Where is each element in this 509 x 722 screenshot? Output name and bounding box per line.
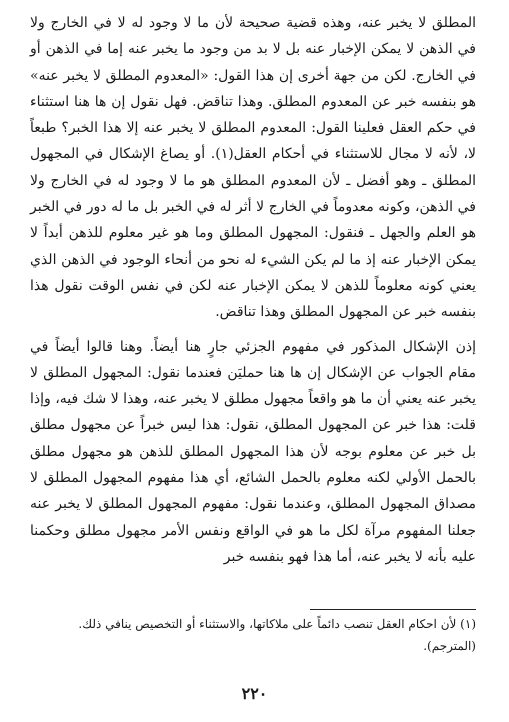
footnote-divider <box>310 609 476 610</box>
paragraph-1: المطلق لا يخبر عنه، وهذه قضية صحيحة لأن ما لا وجود له لا في الخارج ولا في الذهن لا يمكن الإخبار عنه بل لا بد من وجود ما يخبر عنه إما في الذهن أو في الخارج. لكن من جهة أخرى إن هذا القول: «المعدوم المطلق لا يخبر عنه» هو بنفسه خبر عن المعدوم المطلق. وهذا تناقض. فهل نقول إن ها هنا استثناء في حكم العقل فعلينا القول: المعدوم المطلق لا يخبر عنه إلا هذا الخبر؟ طبعاً لا، لأنه لا مجال للاستثناء في أحكام العقل(١). أو يصاغ الإشكال في المجهول المطلق ـ وهو أفضل ـ لأن المعدوم المطلق هو ما لا وجود له في الخارج ولا في الذهن، وكونه معدوماً في الخارج لا أثر له في الخبر بل ما له دور في الخبر هو العلم والجهل ـ فنقول: المجهول المطلق وما هو غير معلوم للذهن أبداً لا يمكن الإخبار عنه إذ ما لم يكن الشيء له نحو من أنحاء الوجود في الذهن الذي يعني كونه معلوماً للذهن لا يمكن الإخبار عنه لكن في نفس الوقت نقول هذا بنفسه خبر عن المجهول المطلق وهذا تناقض. <box>30 15 477 321</box>
main-text <box>30 10 476 570</box>
page-number: ٢٢٠ <box>241 684 268 703</box>
footnote <box>32 613 476 657</box>
footnote-line-2: (المترجم). <box>423 639 476 653</box>
paragraph-2: إذن الإشكال المذكور في مفهوم الجزئي جارٍ هنا أيضاً. وهنا قالوا أيضاً في مقام الجواب عن الإشكال إن ها هنا حمليَن فعندما نقول: المجهول المطلق لا يخبر عنه يعني أن ما هو واقعاً مجهول مطلق لا يخبر عنه، وهذا لا شك فيه، وإذا قلت: هذا خبر عن المجهول المطلق، نقول: هذا ليس خبراً عن مجهول مطلق بل خبر عن معلوم بوجه لأن هذا المجهول المطلق للذهن هو مجهول مطلق بالحمل الأولي لكنه معلوم بالحمل الشائع، أي هذا مفهوم المجهول المطلق لا مصداق المجهول المطلق، وعندما نقول: مفهوم المجهول المطلق لا يخبر عنه جعلنا المفهوم مرآة لكل ما هو في الواقع ونفس الأمر مجهول مطلق وحكمنا عليه بأنه لا يخبر عنه، أما هذا فهو بنفسه خبر <box>30 338 476 565</box>
footnote-line-1: (١) لأن احكام العقل تنصب دائماً على ملاكاتها، والاستثناء أو التخصيص ينافي ذلك. <box>78 617 476 631</box>
